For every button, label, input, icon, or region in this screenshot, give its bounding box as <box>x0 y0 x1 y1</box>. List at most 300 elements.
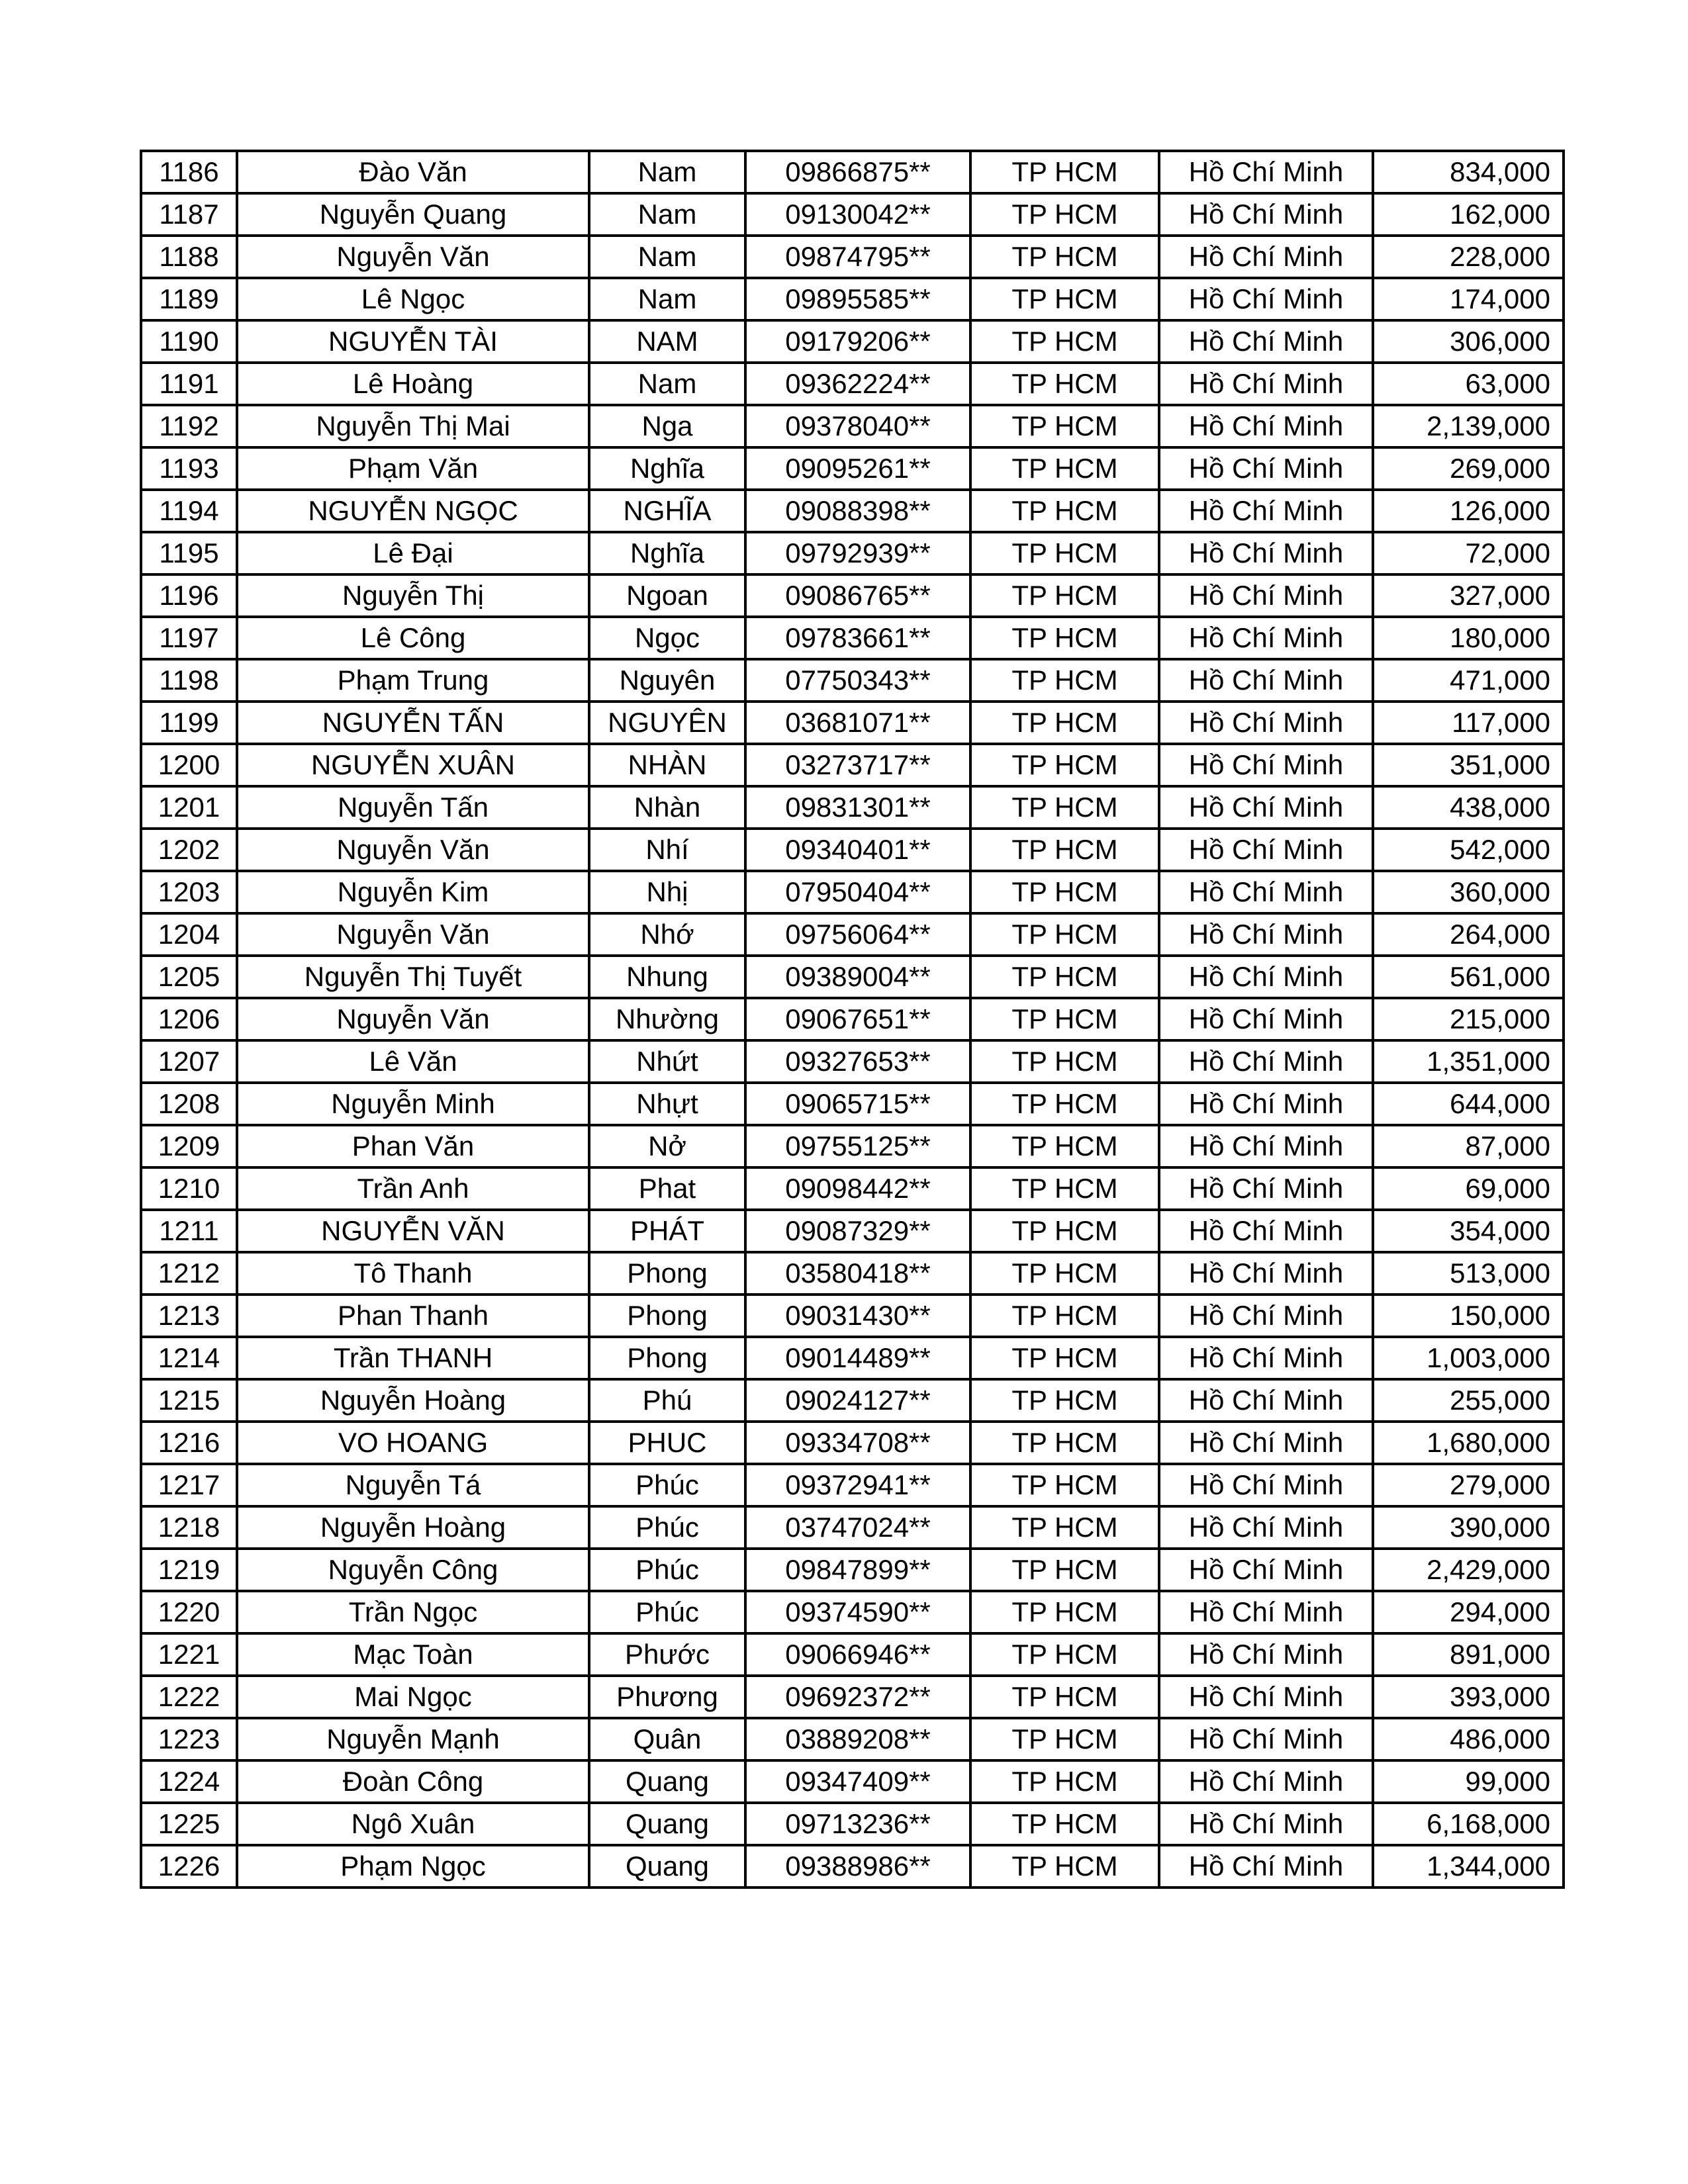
cell-family-name: Nguyễn Văn <box>237 913 589 956</box>
cell-phone: 09389004** <box>745 956 970 998</box>
cell-city: TP HCM <box>970 490 1159 532</box>
cell-given-name: Phong <box>589 1295 745 1337</box>
cell-index: 1206 <box>141 998 237 1040</box>
cell-given-name: Nở <box>589 1125 745 1167</box>
table-row <box>141 1210 1564 1252</box>
table-row <box>141 1083 1564 1125</box>
cell-province: Hồ Chí Minh <box>1159 1295 1373 1337</box>
cell-amount: 180,000 <box>1373 617 1564 659</box>
cell-city: TP HCM <box>970 1295 1159 1337</box>
table-row <box>141 617 1564 659</box>
cell-province: Hồ Chí Minh <box>1159 447 1373 490</box>
cell-family-name: Nguyễn Hoàng <box>237 1379 589 1422</box>
cell-phone: 09713236** <box>745 1803 970 1845</box>
table-row <box>141 1803 1564 1845</box>
cell-phone: 09130042** <box>745 193 970 236</box>
cell-family-name: Trần Anh <box>237 1167 589 1210</box>
table-row <box>141 956 1564 998</box>
cell-amount: 63,000 <box>1373 363 1564 405</box>
cell-family-name: Nguyễn Quang <box>237 193 589 236</box>
cell-province: Hồ Chí Minh <box>1159 1210 1373 1252</box>
cell-given-name: Nhí <box>589 829 745 871</box>
cell-amount: 162,000 <box>1373 193 1564 236</box>
cell-city: TP HCM <box>970 1337 1159 1379</box>
cell-index: 1196 <box>141 574 237 617</box>
cell-family-name: Nguyễn Mạnh <box>237 1718 589 1760</box>
cell-index: 1194 <box>141 490 237 532</box>
cell-phone: 09334708** <box>745 1422 970 1464</box>
cell-city: TP HCM <box>970 278 1159 320</box>
cell-province: Hồ Chí Minh <box>1159 617 1373 659</box>
cell-family-name: VO HOANG <box>237 1422 589 1464</box>
cell-province: Hồ Chí Minh <box>1159 1549 1373 1591</box>
cell-index: 1221 <box>141 1633 237 1676</box>
cell-province: Hồ Chí Minh <box>1159 1337 1373 1379</box>
cell-phone: 09755125** <box>745 1125 970 1167</box>
cell-family-name: Lê Đại <box>237 532 589 574</box>
cell-phone: 07750343** <box>745 659 970 702</box>
cell-city: TP HCM <box>970 363 1159 405</box>
cell-city: TP HCM <box>970 1845 1159 1888</box>
cell-province: Hồ Chí Minh <box>1159 1125 1373 1167</box>
cell-phone: 09792939** <box>745 532 970 574</box>
table-row <box>141 786 1564 829</box>
cell-family-name: Lê Công <box>237 617 589 659</box>
cell-phone: 09087329** <box>745 1210 970 1252</box>
cell-given-name: Phúc <box>589 1506 745 1549</box>
cell-province: Hồ Chí Minh <box>1159 1803 1373 1845</box>
cell-phone: 09088398** <box>745 490 970 532</box>
table-row <box>141 532 1564 574</box>
cell-city: TP HCM <box>970 405 1159 447</box>
cell-family-name: Nguyễn Thị <box>237 574 589 617</box>
cell-given-name: Nam <box>589 363 745 405</box>
cell-province: Hồ Chí Minh <box>1159 574 1373 617</box>
cell-city: TP HCM <box>970 532 1159 574</box>
cell-given-name: NGHĨA <box>589 490 745 532</box>
cell-phone: 09067651** <box>745 998 970 1040</box>
table-body <box>141 151 1564 1888</box>
cell-index: 1192 <box>141 405 237 447</box>
cell-given-name: NHÀN <box>589 744 745 786</box>
cell-city: TP HCM <box>970 1083 1159 1125</box>
table-row <box>141 405 1564 447</box>
cell-amount: 269,000 <box>1373 447 1564 490</box>
cell-province: Hồ Chí Minh <box>1159 490 1373 532</box>
cell-amount: 117,000 <box>1373 702 1564 744</box>
cell-city: TP HCM <box>970 1210 1159 1252</box>
cell-amount: 1,344,000 <box>1373 1845 1564 1888</box>
cell-city: TP HCM <box>970 956 1159 998</box>
cell-city: TP HCM <box>970 1760 1159 1803</box>
cell-index: 1207 <box>141 1040 237 1083</box>
cell-province: Hồ Chí Minh <box>1159 1633 1373 1676</box>
cell-phone: 09327653** <box>745 1040 970 1083</box>
table-row <box>141 998 1564 1040</box>
cell-given-name: Nhị <box>589 871 745 913</box>
cell-index: 1199 <box>141 702 237 744</box>
cell-family-name: Lê Hoàng <box>237 363 589 405</box>
cell-city: TP HCM <box>970 1464 1159 1506</box>
cell-phone: 09340401** <box>745 829 970 871</box>
cell-city: TP HCM <box>970 786 1159 829</box>
cell-province: Hồ Chí Minh <box>1159 1040 1373 1083</box>
cell-province: Hồ Chí Minh <box>1159 1760 1373 1803</box>
cell-index: 1197 <box>141 617 237 659</box>
cell-city: TP HCM <box>970 1379 1159 1422</box>
cell-amount: 561,000 <box>1373 956 1564 998</box>
cell-amount: 126,000 <box>1373 490 1564 532</box>
cell-given-name: Nhứt <box>589 1040 745 1083</box>
cell-index: 1216 <box>141 1422 237 1464</box>
cell-index: 1193 <box>141 447 237 490</box>
cell-amount: 360,000 <box>1373 871 1564 913</box>
cell-family-name: Phạm Văn <box>237 447 589 490</box>
cell-index: 1213 <box>141 1295 237 1337</box>
table-row <box>141 278 1564 320</box>
cell-index: 1201 <box>141 786 237 829</box>
cell-given-name: Nhung <box>589 956 745 998</box>
cell-city: TP HCM <box>970 1167 1159 1210</box>
cell-amount: 228,000 <box>1373 236 1564 278</box>
table-row <box>141 1676 1564 1718</box>
cell-given-name: Nam <box>589 236 745 278</box>
cell-index: 1226 <box>141 1845 237 1888</box>
cell-phone: 09847899** <box>745 1549 970 1591</box>
cell-index: 1217 <box>141 1464 237 1506</box>
cell-amount: 6,168,000 <box>1373 1803 1564 1845</box>
cell-province: Hồ Chí Minh <box>1159 1591 1373 1633</box>
cell-amount: 279,000 <box>1373 1464 1564 1506</box>
cell-city: TP HCM <box>970 151 1159 193</box>
cell-given-name: NAM <box>589 320 745 363</box>
cell-index: 1222 <box>141 1676 237 1718</box>
cell-index: 1212 <box>141 1252 237 1295</box>
cell-province: Hồ Chí Minh <box>1159 829 1373 871</box>
cell-city: TP HCM <box>970 1676 1159 1718</box>
cell-family-name: Nguyễn Minh <box>237 1083 589 1125</box>
cell-index: 1186 <box>141 151 237 193</box>
cell-family-name: Phan Văn <box>237 1125 589 1167</box>
cell-amount: 150,000 <box>1373 1295 1564 1337</box>
cell-family-name: NGUYỄN NGỌC <box>237 490 589 532</box>
cell-amount: 1,680,000 <box>1373 1422 1564 1464</box>
cell-amount: 306,000 <box>1373 320 1564 363</box>
cell-family-name: Phạm Ngọc <box>237 1845 589 1888</box>
cell-phone: 09095261** <box>745 447 970 490</box>
cell-phone: 09388986** <box>745 1845 970 1888</box>
cell-amount: 2,139,000 <box>1373 405 1564 447</box>
cell-amount: 834,000 <box>1373 151 1564 193</box>
cell-province: Hồ Chí Minh <box>1159 913 1373 956</box>
cell-phone: 07950404** <box>745 871 970 913</box>
cell-amount: 513,000 <box>1373 1252 1564 1295</box>
cell-city: TP HCM <box>970 1506 1159 1549</box>
cell-city: TP HCM <box>970 1718 1159 1760</box>
cell-given-name: Phú <box>589 1379 745 1422</box>
cell-amount: 354,000 <box>1373 1210 1564 1252</box>
cell-index: 1208 <box>141 1083 237 1125</box>
cell-index: 1200 <box>141 744 237 786</box>
cell-given-name: PHÁT <box>589 1210 745 1252</box>
cell-given-name: Phước <box>589 1633 745 1676</box>
cell-family-name: Nguyễn Hoàng <box>237 1506 589 1549</box>
cell-city: TP HCM <box>970 1591 1159 1633</box>
cell-index: 1188 <box>141 236 237 278</box>
table-row <box>141 1718 1564 1760</box>
cell-city: TP HCM <box>970 1040 1159 1083</box>
table-row <box>141 1464 1564 1506</box>
cell-index: 1195 <box>141 532 237 574</box>
cell-phone: 03747024** <box>745 1506 970 1549</box>
cell-amount: 174,000 <box>1373 278 1564 320</box>
cell-index: 1205 <box>141 956 237 998</box>
cell-city: TP HCM <box>970 744 1159 786</box>
cell-amount: 72,000 <box>1373 532 1564 574</box>
cell-province: Hồ Chí Minh <box>1159 1379 1373 1422</box>
cell-amount: 2,429,000 <box>1373 1549 1564 1591</box>
cell-amount: 215,000 <box>1373 998 1564 1040</box>
cell-family-name: NGUYỄN VĂN <box>237 1210 589 1252</box>
cell-phone: 09831301** <box>745 786 970 829</box>
cell-given-name: Quân <box>589 1718 745 1760</box>
cell-index: 1219 <box>141 1549 237 1591</box>
cell-amount: 438,000 <box>1373 786 1564 829</box>
cell-province: Hồ Chí Minh <box>1159 1464 1373 1506</box>
cell-given-name: Phúc <box>589 1549 745 1591</box>
table-row <box>141 1379 1564 1422</box>
cell-given-name: Nhớ <box>589 913 745 956</box>
cell-family-name: Mạc Toàn <box>237 1633 589 1676</box>
cell-amount: 255,000 <box>1373 1379 1564 1422</box>
table-row <box>141 1167 1564 1210</box>
cell-index: 1187 <box>141 193 237 236</box>
cell-index: 1204 <box>141 913 237 956</box>
cell-phone: 09024127** <box>745 1379 970 1422</box>
cell-province: Hồ Chí Minh <box>1159 1167 1373 1210</box>
cell-index: 1210 <box>141 1167 237 1210</box>
cell-phone: 09014489** <box>745 1337 970 1379</box>
cell-phone: 03273717** <box>745 744 970 786</box>
cell-index: 1190 <box>141 320 237 363</box>
cell-province: Hồ Chí Minh <box>1159 998 1373 1040</box>
cell-given-name: Phương <box>589 1676 745 1718</box>
cell-given-name: Nga <box>589 405 745 447</box>
table-row <box>141 1760 1564 1803</box>
cell-province: Hồ Chí Minh <box>1159 1676 1373 1718</box>
cell-amount: 69,000 <box>1373 1167 1564 1210</box>
cell-city: TP HCM <box>970 913 1159 956</box>
cell-given-name: Phúc <box>589 1591 745 1633</box>
cell-family-name: Phạm Trung <box>237 659 589 702</box>
cell-index: 1203 <box>141 871 237 913</box>
cell-province: Hồ Chí Minh <box>1159 744 1373 786</box>
cell-phone: 09347409** <box>745 1760 970 1803</box>
cell-given-name: Nghĩa <box>589 532 745 574</box>
cell-phone: 09866875** <box>745 151 970 193</box>
cell-phone: 09066946** <box>745 1633 970 1676</box>
cell-province: Hồ Chí Minh <box>1159 193 1373 236</box>
cell-index: 1225 <box>141 1803 237 1845</box>
table-row <box>141 193 1564 236</box>
cell-phone: 09692372** <box>745 1676 970 1718</box>
cell-city: TP HCM <box>970 574 1159 617</box>
cell-family-name: NGUYỄN XUÂN <box>237 744 589 786</box>
cell-province: Hồ Chí Minh <box>1159 1845 1373 1888</box>
cell-phone: 09031430** <box>745 1295 970 1337</box>
cell-given-name: Nhường <box>589 998 745 1040</box>
table-row <box>141 151 1564 193</box>
cell-family-name: Nguyễn Công <box>237 1549 589 1591</box>
table-row <box>141 744 1564 786</box>
table-row <box>141 1506 1564 1549</box>
cell-family-name: Nguyễn Tá <box>237 1464 589 1506</box>
cell-city: TP HCM <box>970 659 1159 702</box>
cell-amount: 542,000 <box>1373 829 1564 871</box>
cell-phone: 09783661** <box>745 617 970 659</box>
cell-index: 1214 <box>141 1337 237 1379</box>
cell-province: Hồ Chí Minh <box>1159 363 1373 405</box>
cell-amount: 87,000 <box>1373 1125 1564 1167</box>
cell-phone: 09065715** <box>745 1083 970 1125</box>
cell-amount: 393,000 <box>1373 1676 1564 1718</box>
cell-phone: 09098442** <box>745 1167 970 1210</box>
cell-index: 1189 <box>141 278 237 320</box>
cell-index: 1215 <box>141 1379 237 1422</box>
cell-family-name: Nguyễn Văn <box>237 829 589 871</box>
cell-city: TP HCM <box>970 998 1159 1040</box>
cell-city: TP HCM <box>970 829 1159 871</box>
cell-given-name: Quang <box>589 1760 745 1803</box>
cell-family-name: Ngô Xuân <box>237 1803 589 1845</box>
cell-family-name: NGUYỄN TẤN <box>237 702 589 744</box>
cell-family-name: Nguyễn Thị Tuyết <box>237 956 589 998</box>
cell-province: Hồ Chí Minh <box>1159 1506 1373 1549</box>
cell-given-name: Nhàn <box>589 786 745 829</box>
cell-given-name: Quang <box>589 1845 745 1888</box>
cell-city: TP HCM <box>970 617 1159 659</box>
cell-city: TP HCM <box>970 1125 1159 1167</box>
cell-index: 1198 <box>141 659 237 702</box>
cell-city: TP HCM <box>970 1252 1159 1295</box>
cell-phone: 03681071** <box>745 702 970 744</box>
cell-family-name: Nguyễn Tấn <box>237 786 589 829</box>
cell-province: Hồ Chí Minh <box>1159 956 1373 998</box>
cell-family-name: Trần Ngọc <box>237 1591 589 1633</box>
cell-given-name: Nam <box>589 151 745 193</box>
cell-amount: 891,000 <box>1373 1633 1564 1676</box>
cell-phone: 09086765** <box>745 574 970 617</box>
cell-given-name: Nghĩa <box>589 447 745 490</box>
table-row <box>141 447 1564 490</box>
cell-amount: 351,000 <box>1373 744 1564 786</box>
cell-index: 1202 <box>141 829 237 871</box>
cell-family-name: Nguyễn Văn <box>237 236 589 278</box>
table-row <box>141 320 1564 363</box>
cell-city: TP HCM <box>970 702 1159 744</box>
table-row <box>141 1040 1564 1083</box>
table-row <box>141 1252 1564 1295</box>
cell-province: Hồ Chí Minh <box>1159 871 1373 913</box>
cell-family-name: Đoàn Công <box>237 1760 589 1803</box>
cell-family-name: Đào Văn <box>237 151 589 193</box>
cell-phone: 09895585** <box>745 278 970 320</box>
cell-province: Hồ Chí Minh <box>1159 1252 1373 1295</box>
cell-family-name: Phan Thanh <box>237 1295 589 1337</box>
table-row <box>141 363 1564 405</box>
cell-index: 1211 <box>141 1210 237 1252</box>
cell-amount: 294,000 <box>1373 1591 1564 1633</box>
cell-phone: 09874795** <box>745 236 970 278</box>
cell-city: TP HCM <box>970 1803 1159 1845</box>
cell-amount: 99,000 <box>1373 1760 1564 1803</box>
cell-family-name: Tô Thanh <box>237 1252 589 1295</box>
cell-amount: 644,000 <box>1373 1083 1564 1125</box>
cell-phone: 09179206** <box>745 320 970 363</box>
cell-city: TP HCM <box>970 193 1159 236</box>
table-row <box>141 913 1564 956</box>
cell-given-name: Quang <box>589 1803 745 1845</box>
cell-given-name: Phong <box>589 1252 745 1295</box>
cell-city: TP HCM <box>970 447 1159 490</box>
cell-phone: 09372941** <box>745 1464 970 1506</box>
cell-province: Hồ Chí Minh <box>1159 532 1373 574</box>
table-row <box>141 829 1564 871</box>
cell-given-name: Phat <box>589 1167 745 1210</box>
table-row <box>141 1845 1564 1888</box>
cell-index: 1191 <box>141 363 237 405</box>
cell-city: TP HCM <box>970 1633 1159 1676</box>
cell-phone: 09362224** <box>745 363 970 405</box>
cell-province: Hồ Chí Minh <box>1159 1083 1373 1125</box>
cell-phone: 09756064** <box>745 913 970 956</box>
cell-given-name: Nam <box>589 193 745 236</box>
cell-given-name: Nam <box>589 278 745 320</box>
table-row <box>141 1591 1564 1633</box>
cell-province: Hồ Chí Minh <box>1159 1422 1373 1464</box>
cell-family-name: NGUYỄN TÀI <box>237 320 589 363</box>
cell-phone: 03889208** <box>745 1718 970 1760</box>
cell-city: TP HCM <box>970 871 1159 913</box>
cell-given-name: Ngoan <box>589 574 745 617</box>
cell-phone: 09378040** <box>745 405 970 447</box>
cell-province: Hồ Chí Minh <box>1159 236 1373 278</box>
cell-province: Hồ Chí Minh <box>1159 405 1373 447</box>
cell-amount: 327,000 <box>1373 574 1564 617</box>
cell-city: TP HCM <box>970 1549 1159 1591</box>
table-row <box>141 490 1564 532</box>
cell-family-name: Nguyễn Văn <box>237 998 589 1040</box>
cell-amount: 486,000 <box>1373 1718 1564 1760</box>
table-row <box>141 1125 1564 1167</box>
cell-province: Hồ Chí Minh <box>1159 659 1373 702</box>
table-row <box>141 1337 1564 1379</box>
table-row <box>141 702 1564 744</box>
recipient-table <box>140 150 1565 1889</box>
cell-province: Hồ Chí Minh <box>1159 786 1373 829</box>
cell-family-name: Nguyễn Kim <box>237 871 589 913</box>
table-row <box>141 236 1564 278</box>
cell-given-name: Phúc <box>589 1464 745 1506</box>
cell-city: TP HCM <box>970 320 1159 363</box>
cell-index: 1224 <box>141 1760 237 1803</box>
cell-index: 1223 <box>141 1718 237 1760</box>
table-row <box>141 1295 1564 1337</box>
cell-city: TP HCM <box>970 236 1159 278</box>
cell-province: Hồ Chí Minh <box>1159 320 1373 363</box>
cell-given-name: Nhựt <box>589 1083 745 1125</box>
cell-city: TP HCM <box>970 1422 1159 1464</box>
